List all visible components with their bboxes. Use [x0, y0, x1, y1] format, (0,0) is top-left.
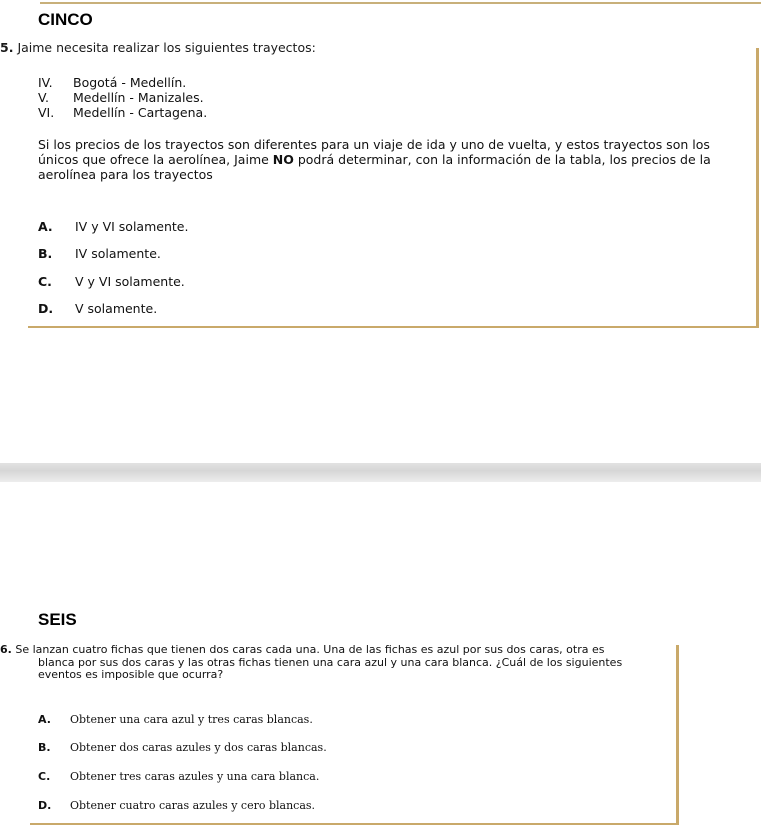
paragraph-line: blanca por sus dos caras y las otras fichas tienen una cara azul y una cara blanca. ¿Cuál de los siguientes	[38, 655, 623, 669]
paragraph-line: Si los precios de los trayectos son diferentes para un viaje de ida y uno de vuelta, y estos trayectos son los	[38, 137, 710, 152]
question-6-paragraph	[0, 644, 672, 682]
option-text: V y VI solamente.	[75, 274, 185, 289]
section-title-seis: SEIS	[38, 610, 77, 629]
panel-border-bottom	[30, 823, 679, 825]
answer-option-d[interactable]	[38, 799, 315, 812]
option-text: IV y VI solamente.	[75, 219, 189, 234]
route-item	[38, 75, 186, 90]
option-text: Obtener cuatro caras azules y cero blancas.	[70, 799, 316, 812]
top-rule	[40, 2, 761, 4]
option-letter: C.	[38, 274, 52, 289]
paragraph-text: Se lanzan cuatro fichas que tienen dos caras cada una. Una de las fichas es azul por sus dos caras, otra es	[15, 643, 605, 656]
panel-border-right	[756, 48, 759, 328]
option-text: Obtener tres caras azules y una cara blanca.	[70, 770, 320, 783]
option-letter: D.	[38, 799, 52, 812]
question-number: 5.	[0, 40, 14, 55]
question-5-lead	[0, 40, 316, 55]
answer-option-a[interactable]	[38, 219, 188, 234]
option-letter: A.	[38, 713, 51, 726]
route-item	[38, 105, 207, 120]
answer-option-c[interactable]	[38, 274, 185, 289]
route-item	[38, 90, 204, 105]
paragraph-line: aerolínea para los trayectos	[38, 167, 213, 182]
option-text: Obtener dos caras azules y dos caras blancas.	[70, 741, 327, 754]
route-numeral: VI.	[38, 105, 55, 120]
question-number: 6.	[0, 643, 12, 656]
answer-option-a[interactable]	[38, 713, 313, 726]
option-text: IV solamente.	[75, 246, 161, 261]
option-letter: A.	[38, 219, 53, 234]
question-lead-text: Jaime necesita realizar los siguientes trayectos:	[17, 40, 316, 55]
route-numeral: IV.	[38, 75, 53, 90]
paragraph-line	[0, 644, 672, 657]
route-text: Medellín - Manizales.	[73, 90, 204, 105]
option-letter: B.	[38, 741, 51, 754]
route-numeral: V.	[38, 90, 49, 105]
answer-option-b[interactable]	[38, 246, 161, 261]
panel-border-bottom	[28, 326, 759, 328]
option-text: V solamente.	[75, 301, 158, 316]
paragraph-line: eventos es imposible que ocurra?	[38, 668, 224, 681]
answer-option-c[interactable]	[38, 770, 319, 783]
route-text: Bogotá - Medellín.	[73, 75, 187, 90]
question-5-paragraph	[38, 137, 753, 182]
option-text: Obtener una cara azul y tres caras blancas.	[70, 713, 313, 726]
paragraph-line: únicos que ofrece la aerolínea, Jaime NO podrá determinar, con la información de la tabla, los precios de la	[38, 152, 711, 167]
panel-border-right	[676, 645, 679, 825]
option-letter: D.	[38, 301, 54, 316]
section-separator	[0, 463, 761, 482]
option-letter: C.	[38, 770, 51, 783]
answer-option-b[interactable]	[38, 741, 327, 754]
answer-option-d[interactable]	[38, 301, 157, 316]
section-title-cinco: CINCO	[38, 10, 93, 29]
option-letter: B.	[38, 246, 53, 261]
route-text: Medellín - Cartagena.	[73, 105, 208, 120]
